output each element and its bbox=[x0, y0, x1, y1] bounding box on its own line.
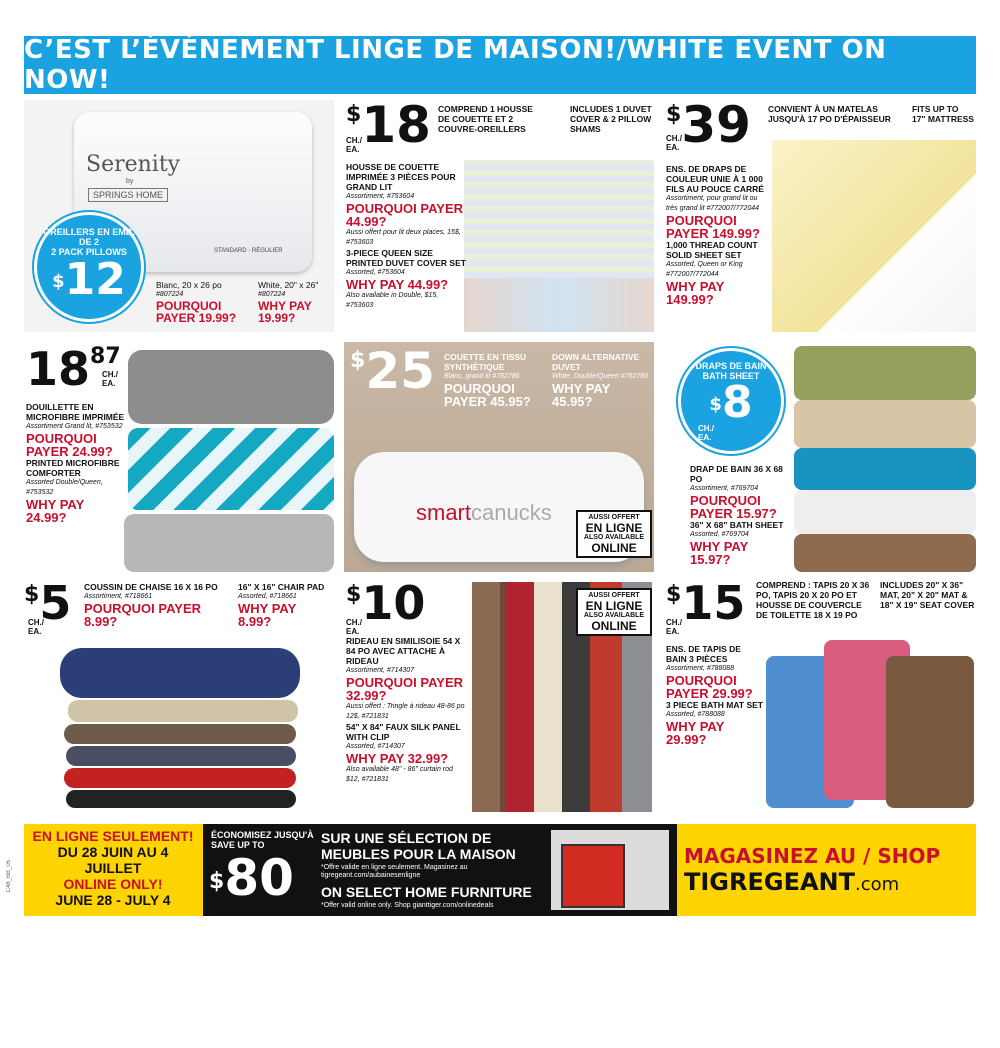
pillows-panel bbox=[24, 100, 334, 332]
duvet-fr-block bbox=[444, 352, 544, 408]
comforter-image-damask bbox=[124, 514, 334, 572]
pillows-en-desc-block bbox=[258, 280, 330, 324]
pillows-fr-desc-block bbox=[156, 280, 246, 324]
duvet-cover-price-value: 18 bbox=[361, 100, 431, 154]
bath-sheet-price: $8 bbox=[709, 377, 753, 428]
bath-sheet-price-badge bbox=[678, 348, 784, 454]
sheets-en-why: WHY PAY 149.99? bbox=[666, 279, 725, 307]
shop-brand: TIGREGEANT bbox=[684, 868, 855, 896]
save-amount-value: 80 bbox=[224, 849, 294, 907]
sheets-panel bbox=[664, 100, 976, 332]
curtain-online-fr-small: AUSSI OFFERT bbox=[588, 592, 640, 599]
pillows-fr-sku: #807224 bbox=[156, 291, 184, 298]
shop-block[interactable] bbox=[684, 844, 974, 896]
bath-mat-en-why: WHY PAY 29.99? bbox=[666, 719, 725, 747]
duvet-cover-image-band bbox=[464, 278, 654, 332]
curtain-online-badge bbox=[576, 588, 652, 636]
sheets-price-value: 39 bbox=[681, 100, 751, 154]
bath-sheet-each: CH./ EA. bbox=[698, 424, 714, 442]
bath-mat-fr-why: POURQUOI PAYER 29.99? bbox=[666, 673, 753, 701]
comforter-en-title: PRINTED MICROFIBRE COMFORTER bbox=[26, 458, 120, 478]
duvet-cover-each: CH./ EA. bbox=[346, 136, 362, 154]
chair-pad-fr-why: POURQUOI PAYER 8.99? bbox=[84, 601, 202, 629]
duvet-price: $25 bbox=[350, 342, 435, 400]
bath-mat-each: CH./ EA. bbox=[666, 618, 682, 636]
save-fr: ÉCONOMISEZ JUSQU'À bbox=[211, 830, 314, 840]
chair-pad-navy bbox=[60, 648, 300, 698]
curtain-each: CH./ EA. bbox=[346, 618, 362, 636]
duvet-online-en: ONLINE bbox=[591, 541, 637, 555]
curtain-online-fr: EN LIGNE bbox=[585, 599, 643, 613]
curtain-en-note: Also available 48" - 86" curtain rod $12, #721831 bbox=[346, 766, 453, 783]
pillows-badge-fr: OREILLERS EN EMB. DE 2 bbox=[43, 227, 135, 247]
chair-pad-price-value: 5 bbox=[39, 580, 72, 630]
sheets-fits-en: FITS UP TO 17" MATTRESS bbox=[912, 104, 974, 124]
duvet-en-title: DOWN ALTERNATIVE DUVET bbox=[552, 352, 640, 372]
duvet-cover-fr-why: POURQUOI PAYER 44.99? bbox=[346, 201, 464, 229]
chair-pad-en-block bbox=[238, 582, 332, 628]
duvet-cover-includes-fr: COMPREND 1 HOUSSE DE COUETTE ET 2 COUVRE-OREILLERS bbox=[438, 104, 533, 134]
pillows-price-value: 12 bbox=[64, 254, 126, 305]
pillows-en-sku: #807224 bbox=[258, 291, 286, 298]
comforter-fr-title: DOUILLETTE EN MICROFIBRE IMPRIMÉE bbox=[26, 402, 125, 422]
duvet-cover-panel bbox=[344, 100, 654, 332]
chair-pad-en-title: 16" X 16" CHAIR PAD bbox=[238, 582, 325, 592]
bath-mat-fr-title: ENS. DE TAPIS DE BAIN 3 PIÈCES bbox=[666, 644, 741, 664]
sheets-image bbox=[772, 140, 976, 332]
duvet-panel bbox=[344, 342, 654, 572]
sheets-fr-why: POURQUOI PAYER 149.99? bbox=[666, 213, 760, 241]
bath-sheet-panel bbox=[664, 342, 976, 572]
package-by: by bbox=[126, 178, 134, 185]
sheets-each: CH./ EA. bbox=[666, 134, 682, 152]
chair-pad-stack bbox=[60, 648, 300, 808]
curtain-desc bbox=[346, 636, 468, 785]
smartcanucks-watermark bbox=[416, 500, 552, 526]
headline-fr: SUR UNE SÉLECTION DE MEUBLES POUR LA MAISON bbox=[321, 830, 516, 862]
curtain-online-en-small: ALSO AVAILABLE bbox=[583, 612, 645, 619]
note-fr: *Offre valide en ligne seulement. Magasinez au tigregeant.com/aubainesenligne bbox=[321, 864, 468, 879]
duvet-cover-desc bbox=[346, 162, 466, 311]
duvet-cover-includes-en: INCLUDES 1 DUVET COVER & 2 PILLOW SHAMS bbox=[570, 104, 652, 134]
bath-sheet-fr-sku: Assortiment, #769704 bbox=[690, 485, 759, 492]
towel-blue bbox=[794, 448, 976, 490]
pillows-price-badge bbox=[34, 212, 144, 322]
pillows-price: $12 bbox=[52, 254, 126, 305]
bath-sheet-fr-why: POURQUOI PAYER 15.97? bbox=[690, 493, 777, 521]
save-amount: $80 bbox=[209, 849, 294, 907]
duvet-fr-sku: Blanc, grand lit #782786 bbox=[444, 373, 520, 380]
sheets-fits-fr: CONVIENT À UN MATELAS JUSQU'À 17 PO D'ÉPAISSEUR bbox=[768, 104, 891, 124]
furniture-promo bbox=[203, 824, 677, 916]
curtain-en-title: 54" X 84" FAUX SILK PANEL WITH CLIP bbox=[346, 722, 461, 742]
bath-mat-brown bbox=[886, 656, 974, 808]
comforter-desc bbox=[26, 402, 126, 524]
comforter-fr-sku: Assortiment Grand lit, #753532 bbox=[26, 423, 123, 430]
towel-white bbox=[794, 490, 976, 534]
dates-fr: DU 28 JUIN AU 4 JUILLET bbox=[57, 844, 169, 876]
comforter-price-main: 18 bbox=[26, 342, 91, 396]
duvet-online-en-small: ALSO AVAILABLE bbox=[583, 534, 645, 541]
sheets-en-title: 1,000 THREAD COUNT SOLID SHEET SET bbox=[666, 240, 758, 260]
shop-label: MAGASINEZ AU / SHOP bbox=[684, 844, 941, 868]
chair-pad-en-why: WHY PAY 8.99? bbox=[238, 601, 297, 629]
bath-sheet-en-sku: Assorted, #769704 bbox=[690, 531, 749, 538]
chair-pad-price: $5 bbox=[24, 580, 71, 626]
bath-mat-desc bbox=[666, 644, 764, 746]
bath-mat-includes-en: INCLUDES 20" X 36" MAT, 20" X 20" MAT & 18" X 19" SEAT COVER bbox=[880, 580, 975, 610]
towel-beige bbox=[794, 400, 976, 448]
dates-en: JUNE 28 - JULY 4 bbox=[55, 892, 171, 908]
sheets-en-sku: Assorted, Queen or King #772007/772044 bbox=[666, 261, 743, 278]
curtain-price: $10 bbox=[346, 580, 425, 626]
save-en: SAVE UP TO bbox=[211, 840, 265, 850]
bath-mat-price: $15 bbox=[666, 580, 745, 626]
curtain-fr-sku: Assortiment, #714307 bbox=[346, 667, 415, 674]
sheets-price: $39 bbox=[666, 100, 751, 150]
duvet-cover-fr-note: Aussi offert pour lit deux places, 15$, #753603 bbox=[346, 229, 461, 246]
chair-pad-en-sku: Assorted, #718661 bbox=[238, 593, 297, 600]
bath-mat-price-value: 15 bbox=[681, 580, 746, 630]
sheets-desc bbox=[666, 164, 770, 306]
chair-pad-beige bbox=[68, 700, 298, 722]
online-only-block bbox=[28, 828, 198, 908]
chair-pad-fr-sku: Assortiment, #718661 bbox=[84, 593, 153, 600]
bath-mat-includes-fr: COMPREND : TAPIS 20 X 36 PO, TAPIS 20 X 20 PO ET HOUSSE DE COUVERCLE DE TOILETTE 18 X 19 PO bbox=[756, 580, 870, 620]
comforter-en-why: WHY PAY 24.99? bbox=[26, 497, 85, 525]
bath-sheet-badge-fr: DRAPS DE BAIN bbox=[695, 361, 767, 371]
comforter-fr-why: POURQUOI PAYER 24.99? bbox=[26, 431, 113, 459]
bunk-bed-image bbox=[551, 830, 669, 910]
online-only-fr: EN LIGNE SEULEMENT! bbox=[32, 828, 194, 844]
event-banner: C’EST L’ÉVÉNEMENT LINGE DE MAISON!/WHITE EVENT ON NOW! bbox=[24, 36, 976, 94]
duvet-cover-en-why: WHY PAY 44.99? bbox=[346, 277, 449, 292]
pillows-fr-desc: Blanc, 20 x 26 po bbox=[156, 280, 222, 290]
curtain-price-value: 10 bbox=[361, 580, 426, 630]
curtain-en-sku: Assorted, #714307 bbox=[346, 743, 405, 750]
towel-green bbox=[794, 346, 976, 400]
sheets-fr-sku: Assortiment, pour grand lit ou très grand lit #772007/772044 bbox=[666, 195, 760, 212]
duvet-cover-en-note: Also available in Double, $15, #753603 bbox=[346, 292, 439, 309]
pillows-en-desc: White, 20" x 26" bbox=[258, 280, 319, 290]
towel-brown bbox=[794, 534, 976, 572]
watermark-part-b: canucks bbox=[471, 500, 552, 525]
bath-sheet-en-title: 36" X 68" BATH SHEET bbox=[690, 520, 784, 530]
curtain-fr-title: RIDEAU EN SIMILISOIE 54 X 84 PO AVEC ATTACHE À RIDEAU bbox=[346, 636, 461, 666]
comforter-each: CH./ EA. bbox=[102, 370, 118, 388]
duvet-online-badge bbox=[576, 510, 652, 558]
sheets-fr-title: ENS. DE DRAPS DE COULEUR UNIE À 1 000 FILS AU POUCE CARRÉ bbox=[666, 164, 764, 194]
curtain-fr-note: Aussi offert : Tringle à rideau 48-86 po 12$, #721831 bbox=[346, 703, 465, 720]
duvet-cover-fr-title: HOUSSE DE COUETTE IMPRIMÉE 3 PIÈCES POUR GRAND LIT bbox=[346, 162, 456, 192]
curtain-en-why: WHY PAY 32.99? bbox=[346, 751, 449, 766]
note-en: *Offer valid online only. Shop gianttiger.com/onlinedeals bbox=[321, 902, 494, 909]
pillows-badge-en: 2 PACK PILLOWS bbox=[51, 247, 127, 257]
shop-link[interactable] bbox=[684, 868, 974, 896]
side-code: C48_BB_05 bbox=[6, 860, 12, 893]
curtain-panel bbox=[344, 580, 654, 816]
chair-pad-fr-title: COUSSIN DE CHAISE 16 X 16 PO bbox=[84, 582, 218, 592]
duvet-cover-en-sku: Assorted, #753604 bbox=[346, 269, 405, 276]
duvet-fr-title: COUETTE EN TISSU SYNTHÉTIQUE bbox=[444, 352, 527, 372]
headline-en: ON SELECT HOME FURNITURE bbox=[321, 884, 532, 900]
duvet-cover-price: $18 bbox=[346, 100, 431, 150]
duvet-cover-en-title: 3-PIECE QUEEN SIZE PRINTED DUVET COVER SET bbox=[346, 248, 466, 268]
pillows-en-why: WHY PAY 19.99? bbox=[258, 299, 312, 325]
bath-mat-fr-sku: Assortiment, #788088 bbox=[666, 665, 735, 672]
bath-sheet-badge-en: BATH SHEET bbox=[702, 371, 760, 381]
package-sub: SPRINGS HOME bbox=[88, 188, 168, 202]
duvet-cover-fr-sku: Assortiment, #753604 bbox=[346, 193, 415, 200]
chair-pad-panel bbox=[24, 580, 334, 816]
bath-sheet-en-why: WHY PAY 15.97? bbox=[690, 539, 749, 567]
chair-pad-brown bbox=[64, 724, 296, 744]
duvet-en-block bbox=[552, 352, 652, 408]
duvet-online-fr: EN LIGNE bbox=[585, 521, 643, 535]
shop-tld: .com bbox=[855, 874, 900, 895]
watermark-part-a: smart bbox=[416, 500, 471, 525]
duvet-fr-why: POURQUOI PAYER 45.95? bbox=[444, 381, 531, 409]
bath-mat-panel bbox=[664, 580, 976, 816]
comforter-image-teal bbox=[128, 428, 334, 510]
comforter-panel bbox=[24, 342, 334, 572]
chair-pad-black bbox=[66, 790, 296, 808]
comforter-image-grey bbox=[128, 350, 334, 424]
chair-pad-fr-block bbox=[84, 582, 234, 628]
curtain-fr-why: POURQUOI PAYER 32.99? bbox=[346, 675, 464, 703]
duvet-online-fr-small: AUSSI OFFERT bbox=[588, 514, 640, 521]
fire-truck-bed bbox=[561, 844, 625, 908]
bath-mat-en-title: 3 PIECE BATH MAT SET bbox=[666, 700, 763, 710]
comforter-price-cents: 87 bbox=[90, 344, 121, 369]
bath-mat-en-sku: Assorted, #788088 bbox=[666, 711, 725, 718]
duvet-en-why: WHY PAY 45.95? bbox=[552, 381, 611, 409]
bath-sheet-price-value: 8 bbox=[721, 377, 753, 428]
chair-pad-grey bbox=[66, 746, 296, 766]
package-brand: Serenity bbox=[86, 152, 181, 177]
online-only-en: ONLINE ONLY! bbox=[63, 876, 163, 892]
bath-sheet-desc bbox=[690, 464, 790, 566]
chair-pad-each: CH./ EA. bbox=[28, 618, 44, 636]
curtain-online-en: ONLINE bbox=[591, 619, 637, 633]
pillows-fr-why: POURQUOI PAYER 19.99? bbox=[156, 299, 237, 325]
duvet-price-value: 25 bbox=[365, 342, 435, 400]
package-note: STANDARD · RÉGULIER bbox=[214, 248, 283, 254]
comforter-en-sku: Assorted Double/Queen, #753532 bbox=[26, 479, 103, 496]
chair-pad-red bbox=[64, 768, 296, 788]
bath-sheet-fr-title: DRAP DE BAIN 36 X 68 PO bbox=[690, 464, 783, 484]
duvet-en-sku: White, Double/Queen #782786 bbox=[552, 373, 649, 380]
